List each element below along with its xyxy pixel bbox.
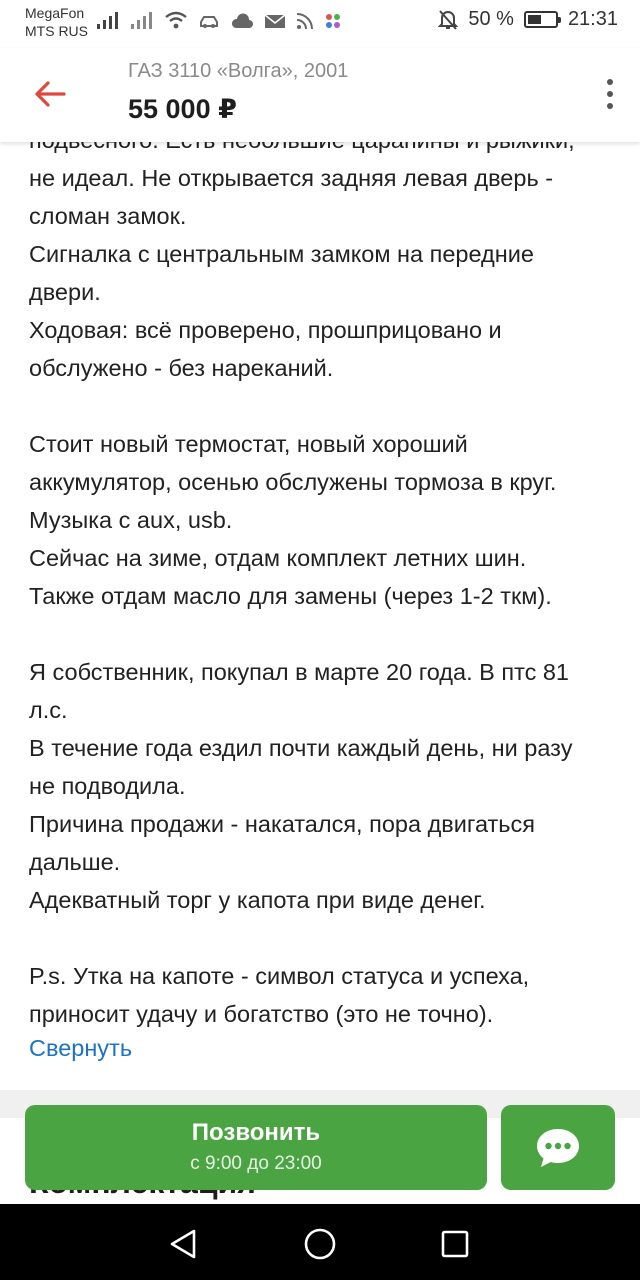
more-vertical-icon [607,79,613,85]
description-line: не подводила. [29,773,186,799]
app-dots-icon [324,12,342,30]
description-line: Адекватный торг у капота при виде денег. [29,887,486,913]
battery-percent: 50 % [468,8,514,30]
description-line: Стоит новый термостат, новый хороший [29,431,468,457]
battery-fill [528,15,541,24]
description-line: дальше. [29,849,121,875]
listing-price: 55 000 ₽ [128,94,237,124]
nav-back-button[interactable] [163,1224,203,1264]
listing-title: ГАЗ 3110 «Волга», 2001 [128,60,349,82]
more-vertical-icon [607,103,613,109]
call-hours: с 9:00 до 23:00 [190,1153,322,1174]
nav-home-icon [303,1227,337,1261]
back-button[interactable] [24,72,76,116]
status-icons [96,10,342,30]
description-line: Музыка с aux, usb. [29,507,233,533]
system-nav-bar [0,1204,640,1280]
mail-icon [264,12,286,30]
paragraph-gap [29,919,614,957]
nav-back-icon [168,1228,198,1260]
description-line: аккумулятор, осенью обслужены тормоза в круг. [29,469,557,495]
description-line: обслужено - без нареканий. [29,355,334,381]
nav-recents-icon [440,1229,470,1259]
mute-icon [438,9,458,31]
status-right [438,8,618,31]
paragraph-gap [29,615,614,653]
description-line: В течение года ездил почти каждый день, ни разу [29,735,573,761]
description-section[interactable] [0,115,640,1090]
arrow-back-icon [34,80,66,108]
car-icon [198,12,220,30]
battery-icon [524,11,558,28]
rss-icon [296,12,314,30]
description-text [29,121,614,1033]
nav-home-button[interactable] [300,1224,340,1264]
carrier-1: MegaFon [25,5,85,21]
call-button[interactable] [25,1105,487,1190]
description-line: P.s. Утка на капоте - символ статуса и успеха, [29,963,530,989]
collapse-link[interactable]: Свернуть [29,1035,133,1061]
description-line: Ходовая: всё проверено, прошприцовано и [29,317,502,343]
app-toolbar [0,48,640,142]
wifi-icon [164,10,188,30]
carrier-2: MTS RUS [25,23,88,39]
description-line: Сейчас на зиме, отдам комплект летних шин. [29,545,527,571]
description-line: приносит удачу и богатство (это не точно). [29,1001,494,1027]
description-line: Сигналка с центральным замком на передние [29,241,534,267]
description-line: не идеал. Не открывается задняя левая дверь - [29,165,554,191]
clock: 21:31 [567,8,618,30]
signal-icon-2 [130,10,154,30]
description-line: Также отдам масло для замены (через 1-2 ткм). [29,583,552,609]
description-line: л.с. [29,697,68,723]
chat-button[interactable] [501,1105,615,1190]
description-line: сломан замок. [29,203,187,229]
description-line: двери. [29,279,101,305]
signal-icon [96,10,120,30]
call-button-label: Позвонить [191,1119,321,1146]
carrier-info [25,4,88,40]
cloud-icon [230,12,254,30]
more-menu-button[interactable] [596,74,624,114]
paragraph-gap [29,387,614,425]
more-vertical-icon [607,91,613,97]
description-line: Причина продажи - накатался, пора двигаться [29,811,535,837]
nav-recents-button[interactable] [435,1224,475,1264]
status-bar [0,0,640,48]
chat-icon [535,1126,581,1170]
description-line: Я собственник, покупал в марте 20 года. В птс 81 [29,659,569,685]
